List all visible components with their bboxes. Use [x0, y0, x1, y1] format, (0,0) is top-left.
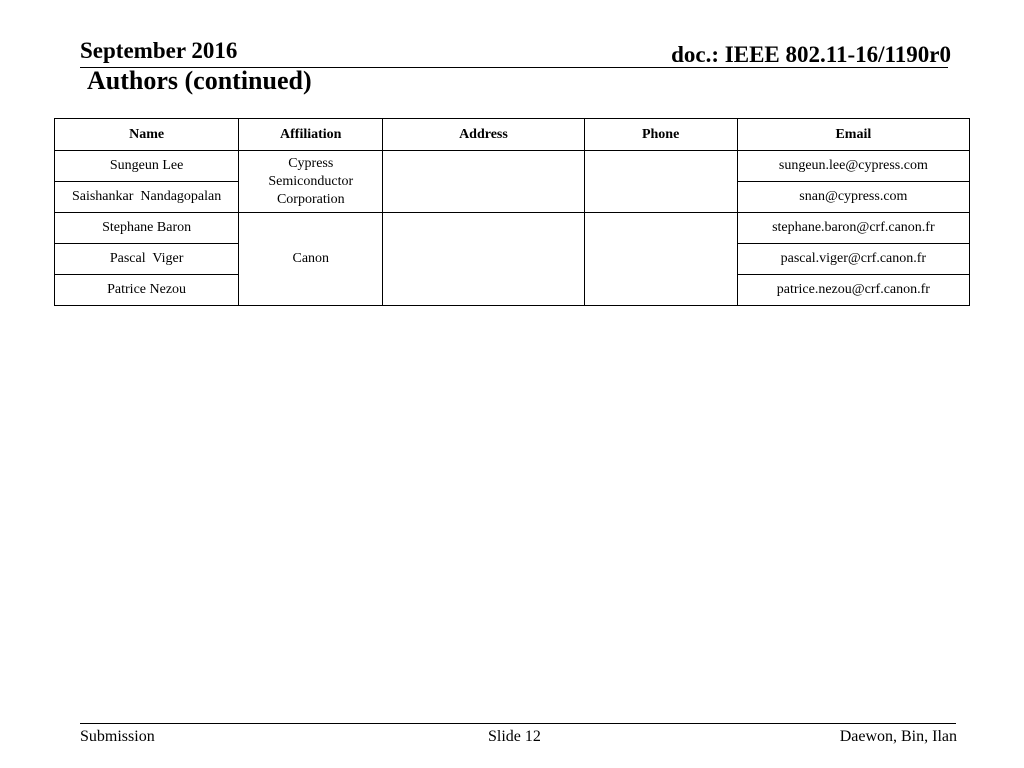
author-email: patrice.nezou@crf.canon.fr — [737, 275, 969, 306]
author-name: Patrice Nezou — [55, 275, 239, 306]
authors-table — [54, 118, 970, 306]
column-header-address: Address — [383, 119, 584, 151]
column-header-phone: Phone — [584, 119, 737, 151]
affiliation-line: Corporation — [276, 191, 345, 207]
affiliation-line: Semiconductor — [268, 173, 354, 189]
footer-divider — [80, 723, 956, 724]
header-date: September 2016 — [80, 38, 238, 63]
author-name: Pascal Viger — [55, 244, 239, 275]
column-header-name: Name — [55, 119, 239, 151]
table-header-row — [55, 119, 970, 151]
affiliation-line: Cypress — [288, 155, 334, 171]
column-header-email: Email — [737, 119, 969, 151]
footer-authors: Daewon, Bin, Ilan — [839, 728, 957, 745]
affiliation-cell — [239, 151, 383, 213]
phone-cell — [584, 151, 737, 213]
author-email: snan@cypress.com — [737, 182, 969, 213]
author-email: sungeun.lee@cypress.com — [737, 151, 969, 182]
author-name: Saishankar Nandagopalan — [55, 182, 239, 213]
author-email: stephane.baron@crf.canon.fr — [737, 213, 969, 244]
header-doc-id: doc.: IEEE 802.11-16/1190r0 — [671, 42, 951, 67]
address-cell — [383, 213, 584, 306]
phone-cell — [584, 213, 737, 306]
slide-title: Authors (continued) — [87, 66, 312, 95]
affiliation-cell: Canon — [239, 213, 383, 306]
table-row — [55, 151, 970, 182]
address-cell — [383, 151, 584, 213]
author-name: Stephane Baron — [55, 213, 239, 244]
table-row — [55, 213, 970, 244]
column-header-affiliation: Affiliation — [239, 119, 383, 151]
author-name: Sungeun Lee — [55, 151, 239, 182]
author-email: pascal.viger@crf.canon.fr — [737, 244, 969, 275]
footer-submission: Submission — [80, 728, 155, 745]
footer-slide-number: Slide 12 — [488, 728, 541, 745]
